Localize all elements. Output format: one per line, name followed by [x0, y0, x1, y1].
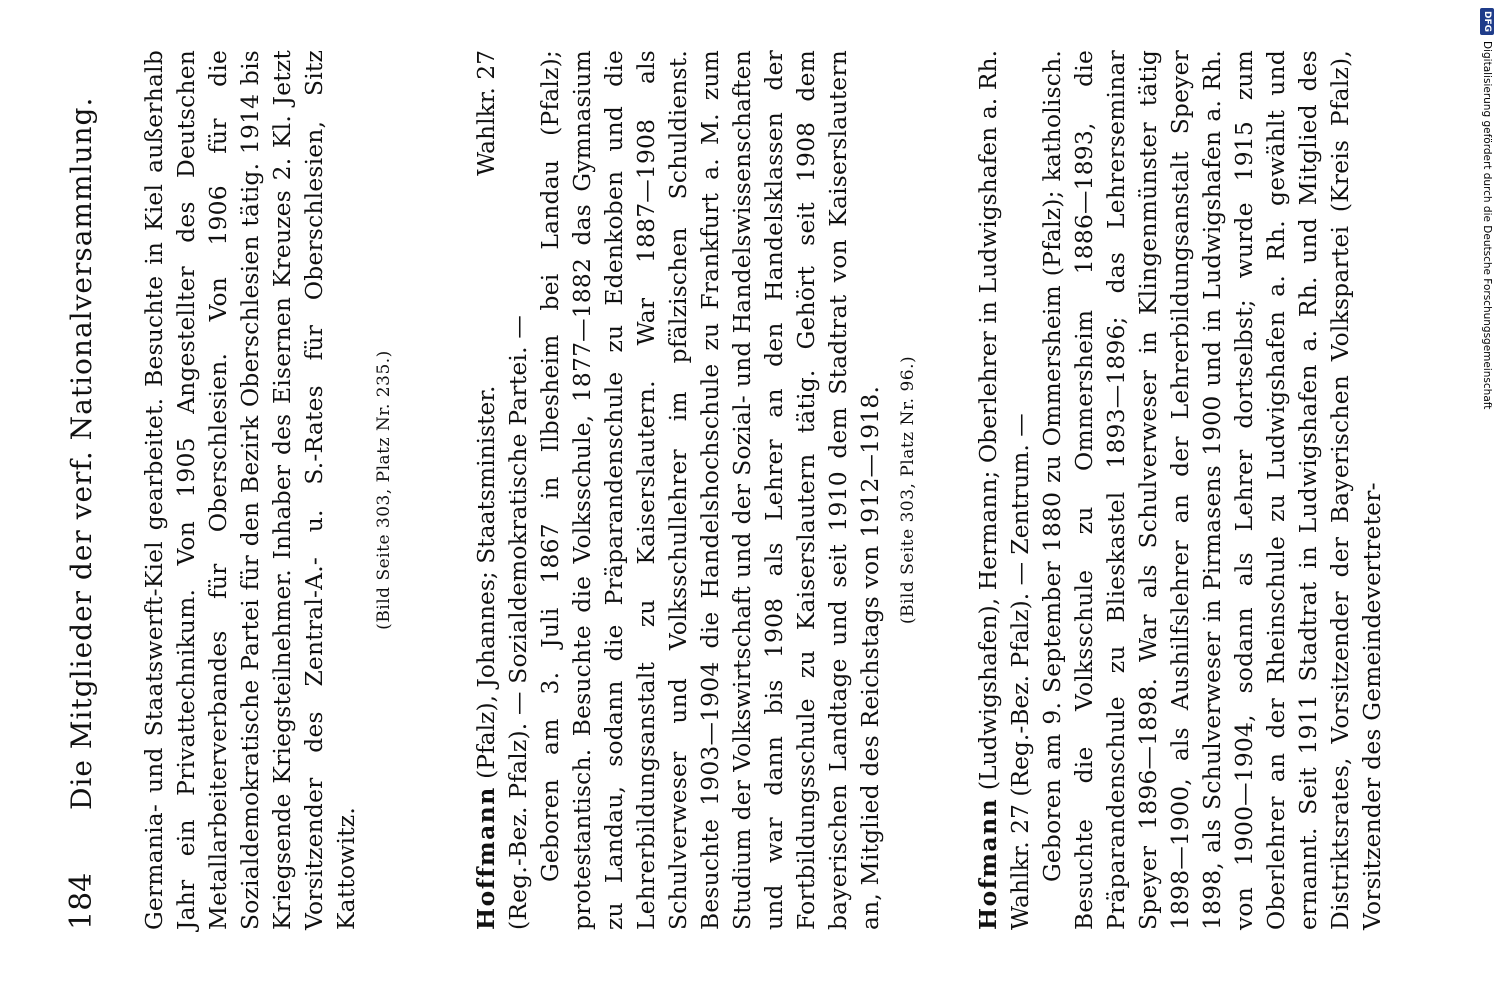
page-header — [62, 50, 102, 930]
entry-heading-hoffmann — [470, 50, 502, 930]
entry-surname: Hofmann — [974, 797, 1002, 930]
entry-biography: Geboren am 3. Juli 1867 in Ilbesheim bei Landau (Pfalz); protestantisch. Besuchte die Volksschule, 1877—1882 das Gymnasium zu Landau, sodann die Präparandenschule zu Edenkoben und die Lehrerbildungsanstalt zu Kaiserslautern. War 1887—1908 als Schulverweser und Volksschullehrer im pfälzischen Schuldienst. Besuchte 1903—1904 die Handelshochschule zu Frankfurt a. M. zum Studium der Volkswirtschaft und der Sozial- und Handelswissenschaften und war dann bis 1908 als Lehrer an den Handelsklassen der Fortbildungsschule zu Kaiserslautern tätig. Gehört seit 1908 dem bayerischen Landtage und seit 1910 dem Stadtrat von Kaiserslautern an, Mitglied des Reichstags von 1912—1918. — [536, 50, 884, 930]
dfg-credit-text: Digitalisierung gefördert durch die Deutsche Forschungsgemeinschaft — [1481, 41, 1493, 410]
entry-surname: Hoffmann — [472, 786, 500, 930]
entry-heading-text: (Ludwigshafen), Hermann; Oberlehrer in Ludwigshafen a. Rh. Wahlkr. 27 (Reg.-Bez. Pfalz). — Zentrum. — — [974, 50, 1034, 930]
page-number: 184 — [64, 872, 99, 930]
dfg-credit-line — [1478, 8, 1496, 868]
image-reference-2: (Bild Seite 303, Platz Nr. 96.) — [898, 355, 918, 625]
dfg-credit — [1478, 8, 1496, 868]
entry-biography: Geboren am 9. September 1880 zu Ommersheim (Pfalz); katholisch. Besuchte die Volksschule zu Ommersheim 1886—1893, die Präparandenschule zu Blieskastel 1893—1896; das Lehrerseminar Speyer 1896—1898. War als Schulverweser in Klingenmünster tätig 1898—1900, als Aushilfslehrer an der Lehrerbildungsanstalt Speyer 1898, als Schulverweser in Pirmasens 1900 und in Ludwigshafen a. Rh. von 1900—1904, sodann als Lehrer dortselbst; wurde 1915 zum Oberlehrer an der Rheinschule zu Ludwigshafen a. Rh. gewählt und ernannt. Seit 1911 Stadtrat in Ludwigshafen a. Rh. und Mitglied des Distriktsrates, Vorsitzender der Bayerischen Volkspartei (Kreis Pfalz), Vorsitzender des Gemeindevertreter- — [1038, 50, 1386, 930]
continuation-paragraph: Germania- und Staatswerft-Kiel gearbeitet. Besuchte in Kiel außerhalb Jahr ein Privattechnikum. Von 1905 Angestellter des Deutschen Metallarbeiterverbandes für Oberschlesien. Von 1906 für die Sozialdemokratische Partei für den Bezirk Oberschlesien tätig. 1914 bis Kriegsende Kriegsteilnehmer. Inhaber des Eisernen Kreuzes 2. Kl. Jetzt Vorsitzender des Zentral-A.- u. S.-Rates für Oberschlesien, Sitz Kattowitz. — [140, 50, 360, 930]
entry-constituency: Wahlkr. 27 — [472, 50, 500, 176]
entry-heading-hofmann — [972, 50, 1036, 930]
running-head: Die Mitglieder der verf. Nationalversammlung. — [65, 96, 98, 810]
dfg-logo-icon: DFG — [1480, 8, 1494, 35]
image-reference-1: (Bild Seite 303, Platz Nr. 235.) — [374, 350, 394, 630]
page-content — [62, 50, 1388, 930]
entry-subheading: (Reg.-Bez. Pfalz). — Sozialdemokratische Partei. — — [504, 315, 532, 930]
entry-heading-text: (Pfalz), Johannes; Staatsminister. — [472, 385, 500, 787]
